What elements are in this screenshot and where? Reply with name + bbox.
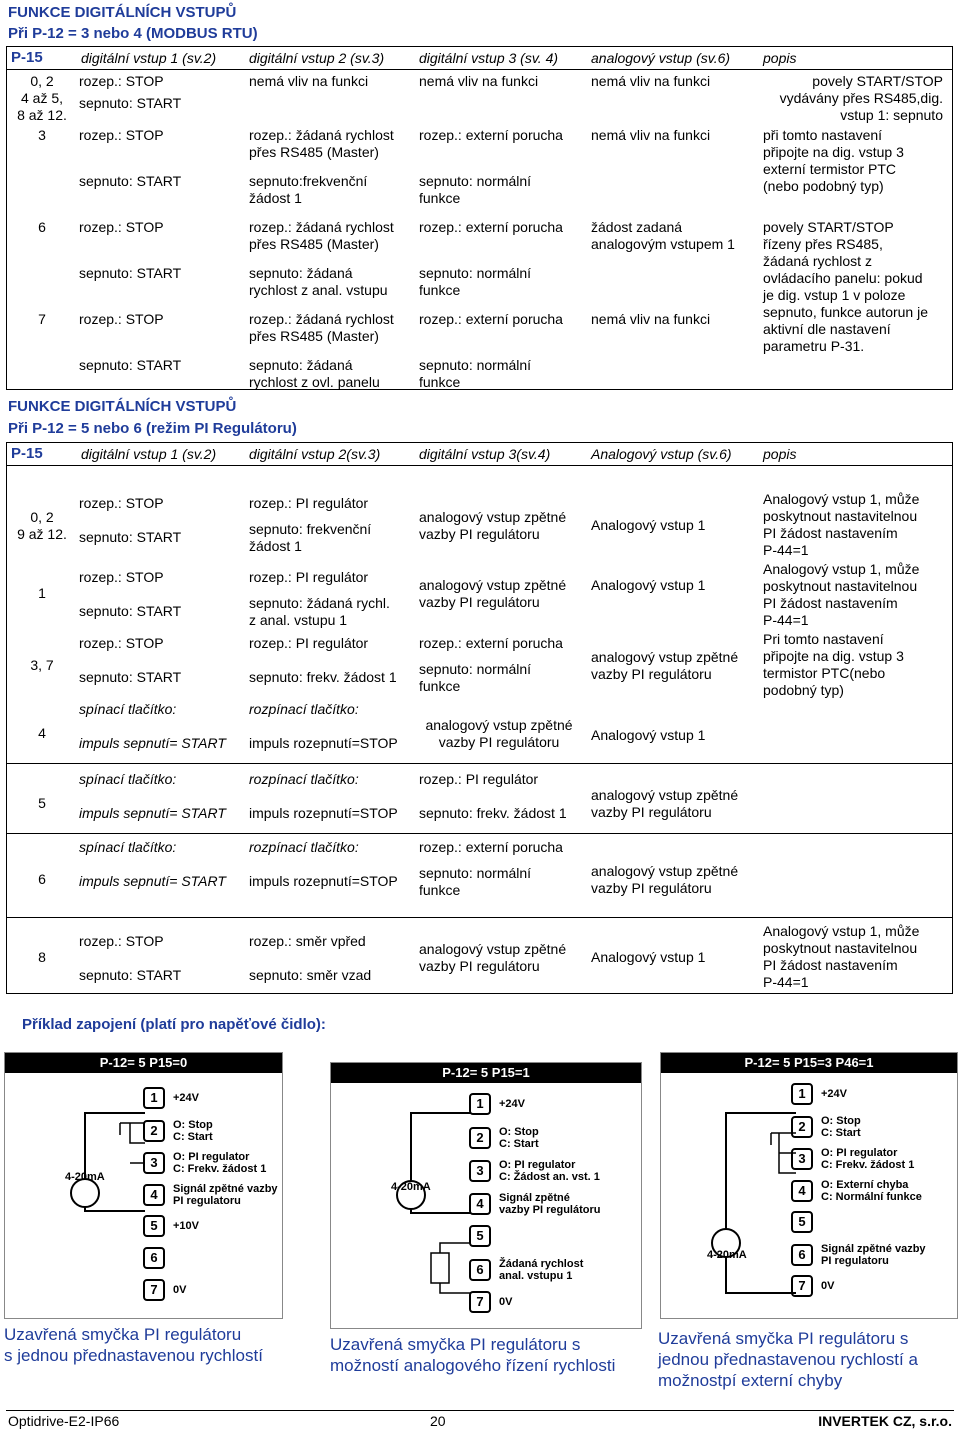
row1-popis: při tomto nastavení připojte na dig. vstup 3 externí termistor PTC (nebo podobný typ) [763, 127, 904, 194]
pi-row3-d2a: rozpínací tlačítko: [249, 701, 359, 717]
table-pi [6, 442, 953, 994]
example-title: Příklad zapojení (platí pro napěťové čidlo): [22, 1016, 326, 1033]
panel3-title: P-12= 5 P15=3 P46=1 [661, 1053, 957, 1073]
pi-row4-d3b: sepnuto: frekv. žádost 1 [419, 805, 567, 821]
row1-d2b: sepnuto:frekvenční žádost 1 [249, 173, 368, 206]
pi-row4-d1b: impuls sepnutí= START [79, 805, 226, 821]
row2-d1b: sepnuto: START [79, 265, 182, 281]
footer-doc: Optidrive-E2-IP66 [8, 1413, 120, 1429]
pi-row5-d2a: rozpínací tlačítko: [249, 839, 359, 855]
pi-row1-d3: analogový vstup zpětné vazby PI regulátoru [419, 577, 567, 610]
row3-d3b: sepnuto: normální funkce [419, 357, 532, 390]
terminal-6 [469, 1258, 583, 1282]
section1-title: FUNKCE DIGITÁLNÍCH VSTUPŮ [8, 4, 237, 21]
row1-p15: 3 [38, 127, 46, 143]
pi-row4-d1a: spínací tlačítko: [79, 771, 177, 787]
terminal-number: 7 [143, 1279, 165, 1301]
pi-row0-d1b: sepnuto: START [79, 529, 182, 545]
row3-d1b: sepnuto: START [79, 357, 182, 373]
panel2-sensor: 4-20mA [391, 1181, 431, 1193]
terminal-number: 1 [791, 1083, 813, 1105]
row1-d1b: sepnuto: START [79, 173, 182, 189]
terminal-label: O: PI regulator C: Žádost an. vst. 1 [499, 1159, 600, 1183]
terminal-7 [143, 1279, 186, 1301]
row0-d1b: sepnuto: START [79, 95, 182, 111]
pi-row1-d2a: rozep.: PI regulátor [249, 569, 369, 585]
row1-d3a: rozep.: externí porucha [419, 127, 563, 143]
caption-2: Uzavřená smyčka PI regulátoru s možností analogového řízení rychlosti [330, 1335, 616, 1375]
pi-row0-d2a: rozep.: PI regulátor [249, 495, 369, 511]
pi-row3-d3: analogový vstup zpětné vazby PI regulátoru [425, 717, 573, 750]
terminal-number: 6 [791, 1244, 813, 1266]
caption-3: Uzavřená smyčka PI regulátoru s jednou přednastavenou rychlostí a možnostpí externí chyby [658, 1329, 918, 1390]
terminal-label: +24V [821, 1088, 847, 1100]
pi-row3-d1a: spínací tlačítko: [79, 701, 177, 717]
terminal-number: 3 [143, 1152, 165, 1174]
terminal-number: 3 [791, 1148, 813, 1170]
header-dig2: digitální vstup 2 (sv.3) [249, 50, 385, 66]
pi-row5-d3b: sepnuto: normální funkce [419, 865, 532, 898]
section1-subtitle: Při P-12 = 3 nebo 4 (MODBUS RTU) [8, 25, 258, 42]
section2-subtitle: Při P-12 = 5 nebo 6 (režim PI Regulátoru) [8, 420, 297, 437]
table-header [7, 47, 952, 70]
pi-row1-popis: Analogový vstup 1, může poskytnout nastavitelnou PI žádost nastavením P-44=1 [763, 561, 920, 628]
terminal-label: +24V [499, 1098, 525, 1110]
terminal-label: Signál zpětné vazby PI regulatoru [173, 1183, 278, 1207]
terminal-3 [791, 1147, 914, 1171]
pi-row2-d1a: rozep.: STOP [79, 635, 164, 651]
terminal-label: Signál zpětné vazby PI regulatoru [821, 1243, 926, 1267]
pi-row6-analog: Analogový vstup 1 [591, 949, 706, 965]
row2-p15: 6 [38, 219, 46, 235]
panel3-sensor: 4-20mA [707, 1249, 747, 1261]
pi-row0-d3: analogový vstup zpětné vazby PI regulátoru [419, 509, 567, 542]
row3-d3a: rozep.: externí porucha [419, 311, 563, 327]
footer-company: INVERTEK CZ, s.r.o. [818, 1413, 952, 1429]
pi-row6-p15: 8 [38, 949, 46, 965]
terminal-number: 6 [143, 1247, 165, 1269]
pi-row2-d2a: rozep.: PI regulátor [249, 635, 369, 651]
pi-row5-d2b: impuls rozepnutí=STOP [249, 873, 398, 889]
wiring-panel-2 [330, 1062, 642, 1329]
row-divider [7, 833, 952, 834]
footer-page-number: 20 [430, 1413, 446, 1429]
terminal-label: O: Stop C: Start [173, 1119, 213, 1143]
pi-row5-d1a: spínací tlačítko: [79, 839, 177, 855]
terminal-2 [791, 1115, 861, 1139]
wiring-panel-1 [4, 1052, 283, 1319]
terminal-1 [791, 1083, 847, 1105]
row3-analog: nemá vliv na funkci [591, 311, 711, 327]
pi-row6-d1a: rozep.: STOP [79, 933, 164, 949]
terminal-number: 7 [469, 1291, 491, 1313]
terminal-number: 5 [469, 1225, 491, 1247]
pi-row6-d2a: rozep.: směr vpřed [249, 933, 366, 949]
pi-row4-analog: analogový vstup zpětné vazby PI regulátoru [591, 787, 739, 820]
page-footer [6, 1410, 954, 1429]
terminal-number: 4 [469, 1193, 491, 1215]
table2-header [7, 443, 952, 466]
panel1-wiring [60, 1103, 150, 1303]
panel3-wiring [701, 1093, 801, 1308]
pi-row1-analog: Analogový vstup 1 [591, 577, 706, 593]
terminal-label: O: Stop C: Start [499, 1126, 539, 1150]
terminal-label: 0V [499, 1296, 513, 1308]
terminal-number: 4 [791, 1180, 813, 1202]
row1-d1a: rozep.: STOP [79, 127, 164, 143]
header2-dig2: digitální vstup 2(sv.3) [249, 446, 381, 462]
pi-row6-d2b: sepnuto: směr vzad [249, 967, 372, 983]
pi-row2-d3a: rozep.: externí porucha [419, 635, 563, 651]
terminal-number: 1 [143, 1087, 165, 1109]
caption-1: Uzavřená smyčka PI regulátoru s jednou přednastavenou rychlostí [4, 1325, 263, 1365]
header2-dig1: digitální vstup 1 (sv.2) [81, 446, 217, 462]
terminal-5 [791, 1211, 821, 1233]
row2-popis: povely START/STOP řízeny přes RS485, žádaná rychlost z ovládacího panelu: pokud je dig. vstup 1 v poloze sepnuto, funkce autorun je aktivní dle nastavení parametru P-31. [763, 219, 929, 354]
row0-popis: povely START/STOP vydávány přes RS485,dig. vstup 1: sepnuto [779, 73, 943, 123]
pi-row6-d1b: sepnuto: START [79, 967, 182, 983]
section2-title: FUNKCE DIGITÁLNÍCH VSTUPŮ [8, 398, 237, 415]
pi-row0-d1a: rozep.: STOP [79, 495, 164, 511]
pi-row1-d1b: sepnuto: START [79, 603, 182, 619]
row2-d3b: sepnuto: normální funkce [419, 265, 532, 298]
terminal-label: +10V [173, 1220, 199, 1232]
header2-dig3: digitální vstup 3(sv.4) [419, 446, 551, 462]
pi-row6-d3: analogový vstup zpětné vazby PI regulátoru [419, 941, 567, 974]
row2-d3a: rozep.: externí porucha [419, 219, 563, 235]
terminal-number: 2 [143, 1120, 165, 1142]
pi-row3-d2b: impuls rozepnutí=STOP [249, 735, 398, 751]
header2-analog: Analogový vstup (sv.6) [591, 446, 732, 462]
terminal-label: Žádaná rychlost anal. vstupu 1 [499, 1258, 584, 1282]
pi-row1-p15: 1 [38, 585, 46, 601]
row2-analog: žádost zadaná analogovým vstupem 1 [591, 219, 735, 252]
terminal-number: 7 [791, 1275, 813, 1297]
panel2-title: P-12= 5 P15=1 [331, 1063, 641, 1083]
table-modbus [6, 46, 953, 390]
pi-row0-p15: 0, 2 9 až 12. [17, 509, 67, 542]
panel1-title: P-12= 5 P15=0 [5, 1053, 282, 1073]
terminal-label: 0V [821, 1280, 835, 1292]
terminal-6 [143, 1247, 173, 1269]
terminal-4 [791, 1179, 922, 1203]
pi-row5-p15: 6 [38, 871, 46, 887]
pi-row5-d3a: rozep.: externí porucha [419, 839, 563, 855]
header-analog: analogový vstup (sv.6) [591, 50, 731, 66]
panel2-wiring [386, 1103, 476, 1313]
terminal-4 [143, 1183, 278, 1207]
pi-row0-analog: Analogový vstup 1 [591, 517, 706, 533]
pi-row0-d2b: sepnuto: frekvenční žádost 1 [249, 521, 372, 554]
pi-row5-d1b: impuls sepnutí= START [79, 873, 226, 889]
pi-row4-p15: 5 [38, 795, 46, 811]
header-p15: P-15 [11, 49, 43, 66]
terminal-label: O: Externí chyba C: Normální funkce [821, 1179, 922, 1203]
terminal-5 [143, 1215, 199, 1237]
row-divider [7, 763, 952, 764]
header-dig3: digitální vstup 3 (sv. 4) [419, 50, 559, 66]
terminal-label: +24V [173, 1092, 199, 1104]
pi-row2-popis: Pri tomto nastavení připojte na dig. vstup 3 termistor PTC(nebo podobný typ) [763, 631, 904, 698]
row3-p15: 7 [38, 311, 46, 327]
terminal-7 [791, 1275, 834, 1297]
terminal-3 [469, 1159, 600, 1183]
terminal-label: Signál zpětné vazby PI regulátoru [499, 1192, 601, 1216]
header-dig1: digitální vstup 1 (sv.2) [81, 50, 217, 66]
panel1-sensor: 4-20mA [65, 1171, 105, 1183]
pi-row3-d1b: impuls sepnutí= START [79, 735, 226, 751]
terminal-label: O: PI regulator C: Frekv. žádost 1 [821, 1147, 915, 1171]
wiring-panel-3 [660, 1052, 958, 1319]
row0-p15: 0, 2 4 až 5, 8 až 12. [17, 73, 67, 123]
terminal-number: 2 [791, 1116, 813, 1138]
row1-d2a: rozep.: žádaná rychlost přes RS485 (Master) [249, 127, 394, 160]
terminal-label: O: Stop C: Start [821, 1115, 861, 1139]
pi-row2-p15: 3, 7 [30, 657, 54, 673]
terminal-2 [143, 1119, 213, 1143]
pi-row4-d2b: impuls rozepnutí=STOP [249, 805, 398, 821]
terminal-number: 4 [143, 1184, 165, 1206]
pi-row1-d1a: rozep.: STOP [79, 569, 164, 585]
terminal-number: 2 [469, 1127, 491, 1149]
terminal-number: 5 [143, 1215, 165, 1237]
row2-d1a: rozep.: STOP [79, 219, 164, 235]
terminal-number: 3 [469, 1160, 491, 1182]
row1-analog: nemá vliv na funkci [591, 127, 711, 143]
terminal-3 [143, 1151, 266, 1175]
pi-row6-popis: Analogový vstup 1, může poskytnout nastavitelnou PI žádost nastavením P-44=1 [763, 923, 920, 990]
row-divider [7, 917, 952, 918]
terminal-6 [791, 1243, 926, 1267]
terminal-7 [469, 1291, 512, 1313]
terminal-label: 0V [173, 1284, 187, 1296]
pi-row2-d1b: sepnuto: START [79, 669, 182, 685]
row0-d1a: rozep.: STOP [79, 73, 164, 89]
pi-row1-d2b: sepnuto: žádaná rychl. z anal. vstupu 1 [249, 595, 390, 628]
pi-row2-d3b: sepnuto: normální funkce [419, 661, 532, 694]
terminal-number: 6 [469, 1259, 491, 1281]
pi-row4-d3a: rozep.: PI regulátor [419, 771, 539, 787]
row2-d2a: rozep.: žádaná rychlost přes RS485 (Master) [249, 219, 394, 252]
terminal-2 [469, 1126, 539, 1150]
pi-row3-p15: 4 [38, 725, 46, 741]
row3-d1a: rozep.: STOP [79, 311, 164, 327]
row0-analog: nemá vliv na funkci [591, 73, 711, 89]
pi-row3-analog: Analogový vstup 1 [591, 727, 706, 743]
row3-d2b: sepnuto: žádaná rychlost z ovl. panelu [249, 357, 380, 390]
pi-row5-analog: analogový vstup zpětné vazby PI regulátoru [591, 863, 739, 896]
pi-row2-analog: analogový vstup zpětné vazby PI regulátoru [591, 649, 739, 682]
pi-row0-popis: Analogový vstup 1, může poskytnout nastavitelnou PI žádost nastavením P-44=1 [763, 491, 920, 558]
header2-popis: popis [763, 446, 797, 462]
row3-d2a: rozep.: žádaná rychlost přes RS485 (Master) [249, 311, 394, 344]
row0-d3a: nemá vliv na funkci [419, 73, 539, 89]
terminal-4 [469, 1192, 600, 1216]
terminal-1 [469, 1093, 525, 1115]
terminal-5 [469, 1225, 499, 1247]
terminal-1 [143, 1087, 199, 1109]
header2-p15: P-15 [11, 445, 43, 462]
row1-d3b: sepnuto: normální funkce [419, 173, 532, 206]
terminal-number: 5 [791, 1211, 813, 1233]
terminal-number: 1 [469, 1093, 491, 1115]
pi-row4-d2a: rozpínací tlačítko: [249, 771, 359, 787]
pi-row2-d2b: sepnuto: frekv. žádost 1 [249, 669, 397, 685]
terminal-label: O: PI regulator C: Frekv. žádost 1 [173, 1151, 267, 1175]
row2-d2b: sepnuto: žádaná rychlost z anal. vstupu [249, 265, 388, 298]
row0-d2a: nemá vliv na funkci [249, 73, 369, 89]
header-popis: popis [763, 50, 797, 66]
